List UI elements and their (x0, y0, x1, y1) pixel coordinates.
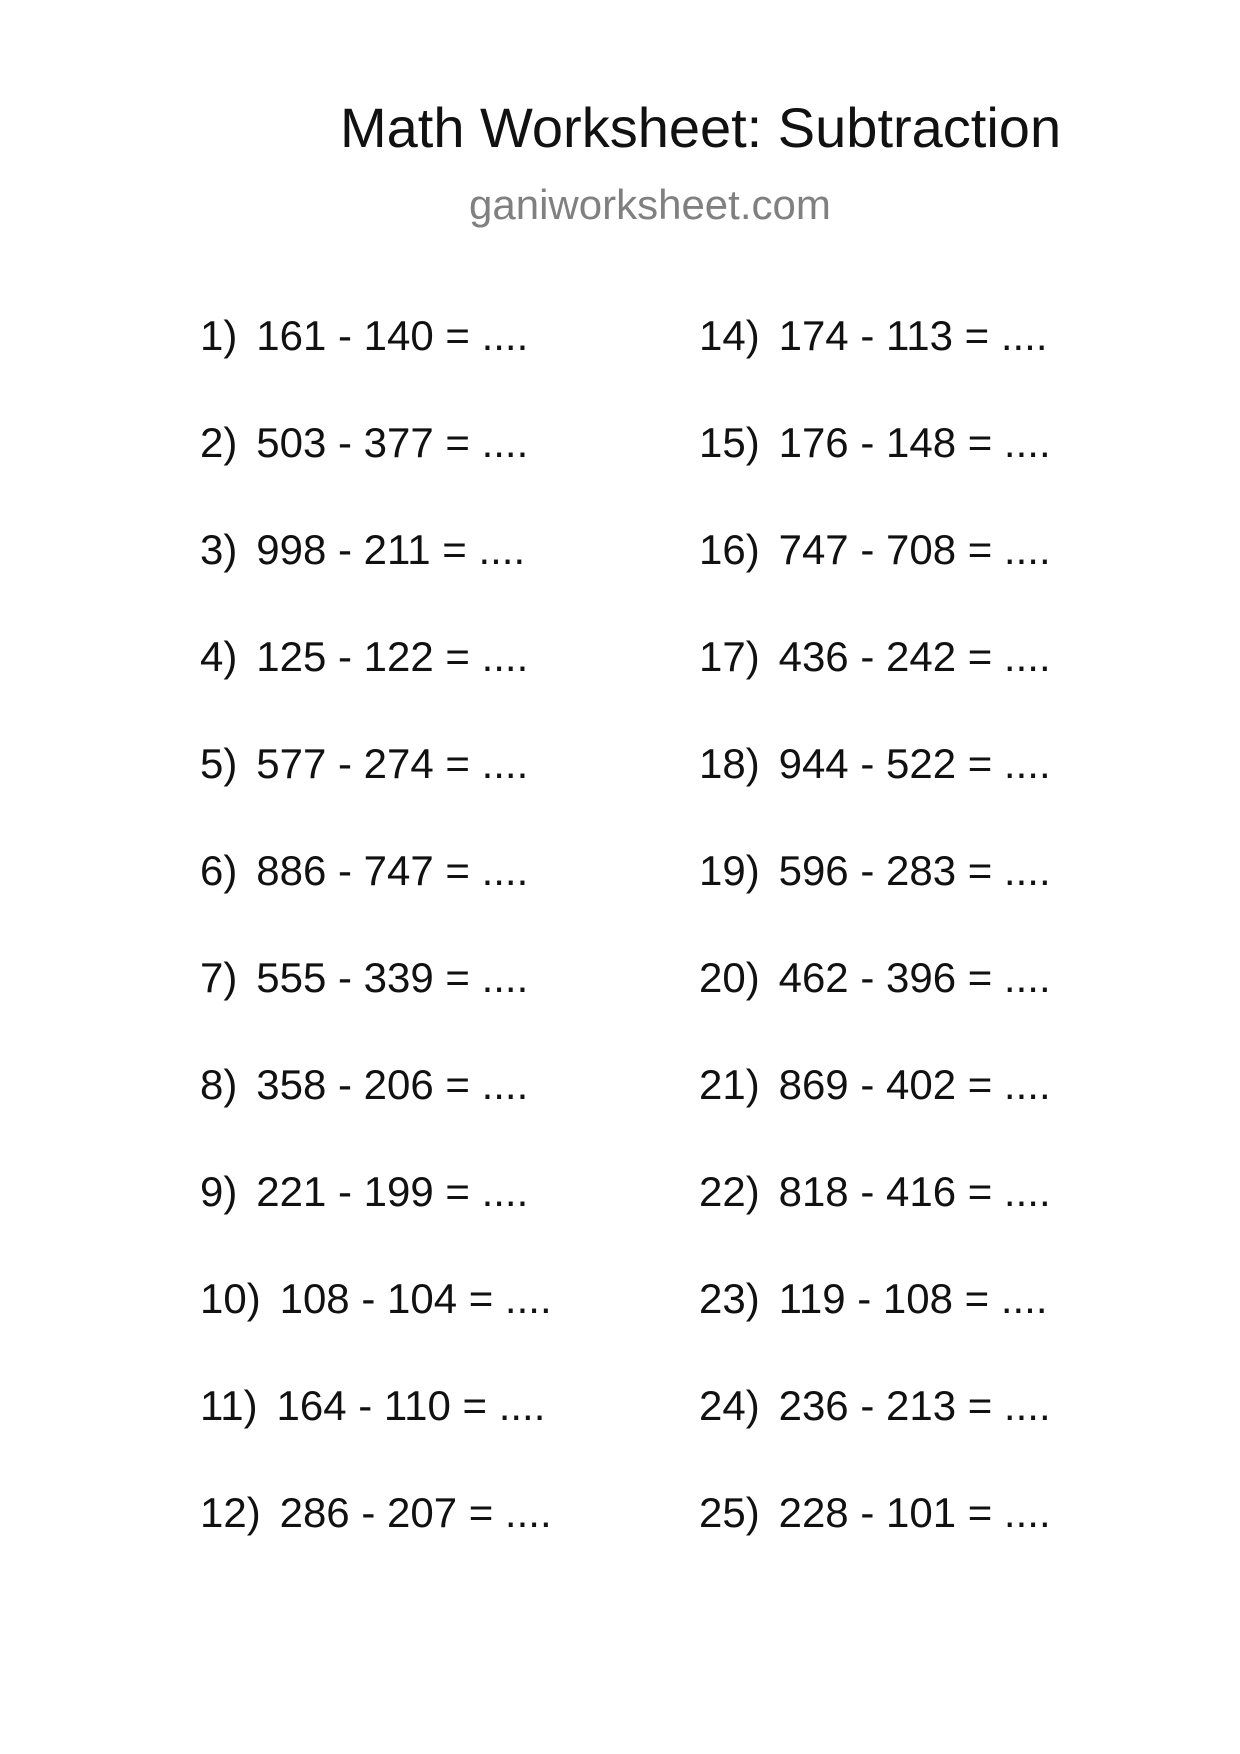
problem-item (699, 419, 1051, 466)
problem-expression: 869 - 402 = .... (778, 1061, 1051, 1108)
problem-item (699, 633, 1051, 680)
problem-item (200, 954, 529, 1001)
problem-number: 3) (200, 526, 238, 573)
problem-item (200, 1382, 546, 1429)
page-title: Math Worksheet: Subtraction (340, 96, 1062, 159)
problem-expression: 161 - 140 = .... (256, 312, 529, 359)
problem-number: 2) (200, 419, 238, 466)
problem-item (699, 1382, 1051, 1429)
problem-number: 12) (200, 1489, 261, 1536)
problem-number: 15) (699, 419, 760, 466)
problem-expression: 555 - 339 = .... (256, 954, 529, 1001)
problem-expression: 164 - 110 = .... (276, 1382, 546, 1429)
problem-number: 18) (699, 740, 760, 787)
problem-expression: 944 - 522 = .... (778, 740, 1051, 787)
problem-item (699, 1061, 1051, 1108)
problem-number: 10) (200, 1275, 261, 1322)
problem-expression: 886 - 747 = .... (256, 847, 529, 894)
problem-number: 17) (699, 633, 760, 680)
problem-expression: 228 - 101 = .... (778, 1489, 1051, 1536)
problem-number: 19) (699, 847, 760, 894)
problem-item (699, 847, 1051, 894)
problem-expression: 462 - 396 = .... (778, 954, 1051, 1001)
problem-number: 11) (200, 1382, 258, 1429)
problem-expression: 818 - 416 = .... (778, 1168, 1051, 1215)
problem-number: 6) (200, 847, 238, 894)
problem-number: 20) (699, 954, 760, 1001)
problem-expression: 176 - 148 = .... (778, 419, 1051, 466)
problem-expression: 998 - 211 = .... (256, 526, 526, 573)
problem-number: 5) (200, 740, 238, 787)
problem-expression: 119 - 108 = .... (778, 1275, 1048, 1322)
problem-item (200, 1061, 529, 1108)
problem-item (699, 954, 1051, 1001)
problem-item (200, 740, 529, 787)
problem-item (200, 633, 529, 680)
problem-number: 22) (699, 1168, 760, 1215)
problem-item (200, 1275, 552, 1322)
problem-number: 23) (699, 1275, 760, 1322)
problem-number: 21) (699, 1061, 760, 1108)
problem-expression: 125 - 122 = .... (256, 633, 529, 680)
problem-expression: 503 - 377 = .... (256, 419, 529, 466)
problem-item (200, 1489, 552, 1536)
problem-expression: 174 - 113 = .... (778, 312, 1048, 359)
problem-item (699, 1489, 1051, 1536)
problem-number: 8) (200, 1061, 238, 1108)
site-watermark: ganiworksheet.com (469, 181, 831, 228)
problem-number: 4) (200, 633, 238, 680)
problem-item (200, 1168, 529, 1215)
problem-item (699, 526, 1051, 573)
problem-item (200, 526, 526, 573)
problem-expression: 286 - 207 = .... (279, 1489, 552, 1536)
problem-item (200, 419, 529, 466)
problem-expression: 577 - 274 = .... (256, 740, 529, 787)
problem-number: 24) (699, 1382, 760, 1429)
problem-number: 25) (699, 1489, 760, 1536)
problem-number: 16) (699, 526, 760, 573)
problem-item (699, 740, 1051, 787)
problem-expression: 436 - 242 = .... (778, 633, 1051, 680)
problem-expression: 108 - 104 = .... (279, 1275, 552, 1322)
problem-expression: 358 - 206 = .... (256, 1061, 529, 1108)
problem-number: 7) (200, 954, 238, 1001)
problem-expression: 221 - 199 = .... (256, 1168, 529, 1215)
problem-expression: 747 - 708 = .... (778, 526, 1051, 573)
problem-expression: 236 - 213 = .... (778, 1382, 1051, 1429)
problem-expression: 596 - 283 = .... (778, 847, 1051, 894)
problem-number: 9) (200, 1168, 238, 1215)
problem-number: 1) (200, 312, 238, 359)
problem-item (200, 847, 529, 894)
problem-item (699, 312, 1048, 359)
problem-item (699, 1168, 1051, 1215)
problem-item (699, 1275, 1048, 1322)
problem-number: 14) (699, 312, 760, 359)
problem-item (200, 312, 529, 359)
